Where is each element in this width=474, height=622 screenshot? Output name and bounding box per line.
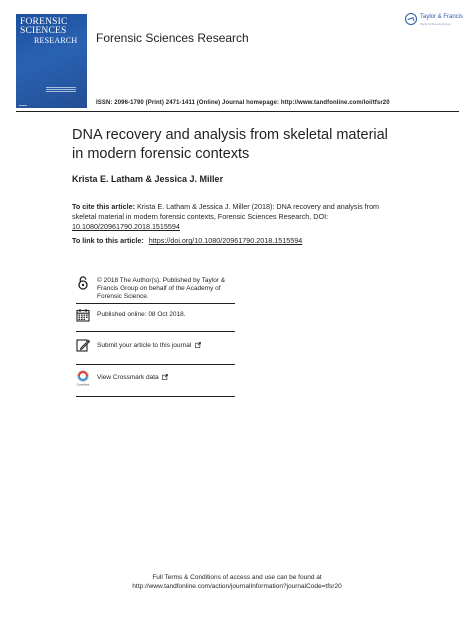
- article-title-line: in modern forensic contexts: [72, 146, 250, 162]
- link-label: To link to this article:: [72, 236, 144, 245]
- issn-homepage-line[interactable]: ISSN: 2096-1790 (Print) 2471-1411 (Online) Journal homepage: http://www.tandfonline.com/loi/tfsr20: [96, 100, 390, 106]
- info-divider: [76, 396, 235, 397]
- crossmark-row[interactable]: [76, 370, 236, 392]
- cover-title: [20, 18, 84, 45]
- citation-block: [72, 202, 392, 232]
- external-link-icon: [162, 374, 168, 380]
- crossmark-link[interactable]: View Crossmark data: [97, 374, 159, 381]
- cover-logo-mark: [19, 105, 27, 106]
- footer-terms-link[interactable]: http://www.tandfonline.com/action/journalInformation?journalCode=tfsr20: [132, 583, 342, 590]
- journal-name[interactable]: Forensic Sciences Research: [96, 31, 249, 45]
- crossmark-badge-text: CrossMark: [76, 383, 90, 386]
- edit-icon: [76, 338, 90, 352]
- publisher-name: Taylor & Francis: [420, 14, 464, 20]
- article-title: [72, 126, 402, 164]
- published-date-text: Published online: 08 Oct 2018.: [97, 311, 186, 318]
- open-access-row: [76, 276, 236, 304]
- cover-title-line: FORENSIC: [20, 17, 68, 27]
- citation-label: To cite this article:: [72, 202, 135, 211]
- article-doi-link[interactable]: https://doi.org/10.1080/20961790.2018.1515594: [148, 236, 303, 245]
- crossmark-icon: [76, 370, 90, 386]
- citation-text: Krista E. Latham & Jessica J. Miller (2018): DNA recovery and analysis from skeletal material in modern forensic contexts, Forensic Sciences Research, DOI:: [72, 202, 380, 221]
- footer-line: Full Terms & Conditions of access and use can be found at: [152, 574, 322, 581]
- citation-doi-link[interactable]: 10.1080/20961790.2018.1515594: [72, 222, 180, 231]
- submit-article-row[interactable]: [76, 338, 236, 358]
- open-access-icon: [76, 276, 90, 290]
- open-access-text: © 2018 The Author(s). Published by Taylor & Francis Group on behalf of the Academy of Forensic Science.: [97, 277, 226, 300]
- calendar-icon: [76, 308, 90, 322]
- publisher-logo[interactable]: [405, 13, 463, 29]
- terms-footer: [0, 573, 474, 591]
- submit-article-link[interactable]: Submit your article to this journal: [97, 342, 192, 349]
- cover-title-line: RESEARCH: [34, 36, 78, 45]
- publisher-logo-icon: [405, 13, 417, 25]
- external-link-icon: [195, 342, 201, 348]
- article-authors: Krista E. Latham & Jessica J. Miller: [72, 174, 224, 184]
- info-divider: [76, 364, 235, 365]
- info-divider: [76, 331, 235, 332]
- header-divider: [16, 111, 459, 112]
- article-title-line: DNA recovery and analysis from skeletal material: [72, 127, 388, 143]
- publisher-tagline: Taylor & Francis Group: [420, 22, 451, 26]
- info-divider: [76, 303, 235, 304]
- article-link-line: [72, 236, 302, 245]
- published-row: [76, 308, 236, 328]
- cover-title-line: SCIENCES: [20, 26, 67, 36]
- cover-small-print: [46, 86, 76, 96]
- journal-cover-image: [16, 14, 87, 108]
